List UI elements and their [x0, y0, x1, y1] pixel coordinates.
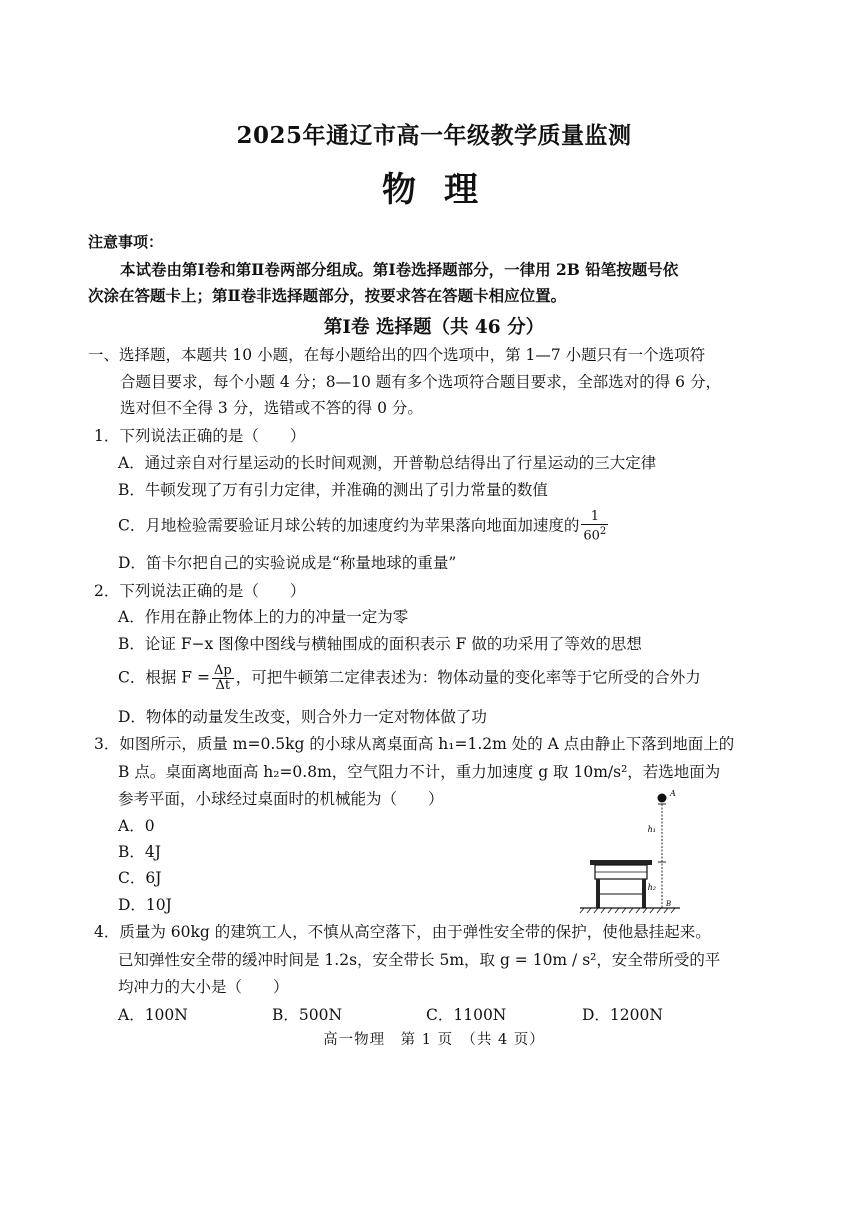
q4-line-2: 已知弹性安全带的缓冲时间是 1.2s，安全带长 5m，取 g = 10m / s²，安全带所受的平	[118, 951, 721, 969]
q3-option-a: A．0	[118, 817, 155, 835]
table-top	[590, 860, 652, 865]
svg-text:h₁: h₁	[647, 825, 656, 834]
q1-option-d: D．笛卡尔把自己的实验说成是“称量地球的重量”	[118, 554, 457, 572]
q2-stem: 2．下列说法正确的是（ ）	[94, 582, 306, 600]
ball-icon	[658, 794, 667, 803]
q1-stem: 1．下列说法正确的是（ ）	[94, 427, 306, 445]
notice-line-1: 本试卷由第Ⅰ卷和第Ⅱ卷两部分组成。第Ⅰ卷选择题部分，一律用 2B 铅笔按题号依	[120, 260, 679, 279]
q3-option-c: C．6J	[118, 869, 162, 887]
q3-line-2: B 点。桌面离地面高 h₂=0.8m，空气阻力不计，重力加速度 g 取 10m/s²，若选地面为	[118, 763, 721, 781]
svg-text:B: B	[666, 900, 672, 908]
q1-option-c	[118, 510, 610, 543]
q2-fraction: $\frac{\Delta p}{\Delta t}$	[213, 663, 232, 693]
q2-option-b: B．论证 F−x 图像中图线与横轴围成的面积表示 F 做的功采用了等效的思想	[118, 635, 642, 653]
q2-option-c: C．根据 F = $\frac{\Delta p}{\Delta t}$ ，可把牛顿第二定律表述为：物体动量的变化率等于它所受的合外力	[118, 663, 701, 693]
notice-line-2: 次涂在答题卡上；第Ⅱ卷非选择题部分，按要求答在答题卡相应位置。	[88, 286, 567, 305]
q3-option-d: D．10J	[118, 896, 172, 914]
q4-option-a: A．100N	[118, 1006, 188, 1024]
svg-text:A: A	[670, 789, 676, 798]
q1-option-a: A．通过亲自对行星运动的长时间观测，开普勒总结得出了行星运动的三大定律	[118, 454, 657, 472]
q3-option-b: B．4J	[118, 843, 161, 861]
q2-option-d: D．物体的动量发生改变，则合外力一定对物体做了功	[118, 708, 487, 726]
page-footer: 高一物理 第 1 页 （共 4 页）	[323, 1032, 545, 1048]
section-intro-2: 合题目要求，每个小题 4 分；8—10 题有多个选项符合题目要求，全部选对的得 6 分，	[120, 373, 721, 391]
section-intro-3: 选对但不全得 3 分，选错或不答的得 0 分。	[120, 399, 423, 417]
exam-title: 2025年通辽市高一年级教学质量监测	[236, 122, 632, 149]
q4-line-3: 均冲力的大小是（ ）	[118, 978, 289, 996]
q1-option-c-text: C．月地检验需要验证月球公转的加速度约为苹果落向地面加速度的	[118, 516, 580, 535]
q4-line-1: 4．质量为 60kg 的建筑工人，不慎从高空落下，由于弹性安全带的保护，使他悬挂起来。	[94, 923, 711, 941]
svg-text:h₂: h₂	[647, 883, 656, 892]
section-intro-1: 一、选择题，本题共 10 小题，在每小题给出的四个选项中，第 1—7 小题只有一个选项符	[88, 346, 706, 364]
q4-option-d: D．1200N	[582, 1006, 663, 1024]
q3-figure	[578, 782, 682, 914]
q1-fraction: $\frac{1}{60^2}$	[583, 509, 607, 544]
q1-option-b: B．牛顿发现了万有引力定律，并准确的测出了引力常量的数值	[118, 481, 548, 499]
subject-title: 物理	[382, 170, 506, 210]
q3-line-1: 3．如图所示，质量 m=0.5kg 的小球从离桌面高 h₁=1.2m 处的 A 点由静止下落到地面上的	[94, 735, 735, 753]
q3-line-3: 参考平面，小球经过桌面时的机械能为（ ）	[118, 790, 444, 808]
section-title: 第Ⅰ卷 选择题（共 46 分）	[323, 317, 545, 338]
q4-option-c: C．1100N	[426, 1006, 507, 1024]
q2-option-a: A．作用在静止物体上的力的冲量一定为零	[118, 608, 409, 626]
q4-option-b: B．500N	[272, 1006, 343, 1024]
notice-heading: 注意事项：	[88, 233, 164, 251]
